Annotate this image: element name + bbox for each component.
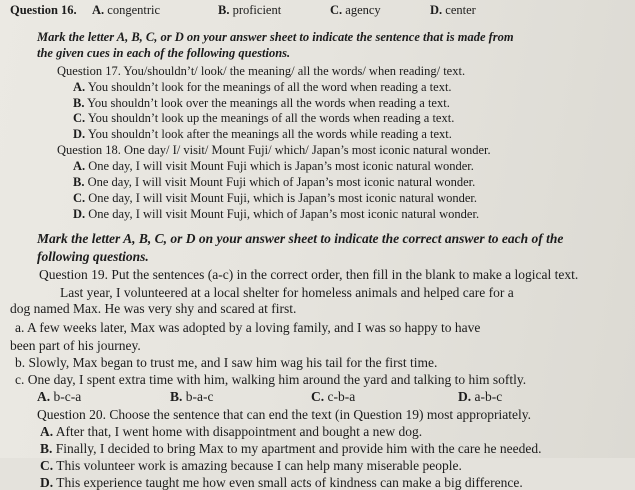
instruction-1-line-2: the given cues in each of the following questions. (37, 46, 291, 60)
instruction-2-line-2: following questions. (37, 249, 149, 264)
q19-option-a[interactable]: A. b-c-a (37, 389, 82, 404)
q16-option-c[interactable]: C. agency (330, 3, 381, 17)
q20-option-c[interactable]: C. This volunteer work is amazing because I can help many miserable people. (40, 458, 462, 473)
q19-sentence-b: b. Slowly, Max began to trust me, and I saw him wag his tail for the first time. (15, 355, 438, 370)
instruction-1-line-1: Mark the letter A, B, C, or D on your answer sheet to indicate the sentence that is made from (37, 30, 514, 44)
q19-passage-line-2: dog named Max. He was very shy and scared at first. (10, 301, 297, 316)
q16-option-a[interactable]: A. congentric (92, 3, 161, 17)
q19-stem: Question 19. Put the sentences (a-c) in the correct order, then fill in the blank to make a logical text. (39, 267, 579, 282)
q20-option-d[interactable]: D. This experience taught me how even small acts of kindness can make a big difference. (40, 475, 523, 490)
q17-stem: Question 17. You/shouldn’t/ look/ the meaning/ all the words/ when reading/ text. (57, 64, 466, 78)
q17-option-d[interactable]: D. You shouldn’t look after the meanings all the words while reading a text. (73, 127, 452, 141)
q20-option-a[interactable]: A. After that, I went home with disappointment and bought a new dog. (40, 424, 423, 439)
q18-option-a[interactable]: A. One day, I will visit Mount Fuji which is Japan’s most iconic natural wonder. (73, 159, 474, 173)
q19-option-b[interactable]: B. b-a-c (170, 389, 214, 404)
q18-option-c[interactable]: C. One day, I will visit Mount Fuji, which is Japan’s most iconic natural wonder. (73, 191, 478, 205)
q19-option-c[interactable]: C. c-b-a (311, 389, 356, 404)
q18-stem: Question 18. One day/ I/ visit/ Mount Fuji/ which/ Japan’s most iconic natural wonder. (57, 143, 491, 157)
q19-option-d[interactable]: D. a-b-c (458, 389, 503, 404)
q16-row (10, 4, 77, 17)
q20-stem: Question 20. Choose the sentence that can end the text (in Question 19) most appropriately. (37, 407, 532, 422)
q18-option-d[interactable]: D. One day, I will visit Mount Fuji, which of Japan’s most iconic natural wonder. (73, 207, 480, 221)
q19-sentence-a-line-2: been part of his journey. (10, 338, 141, 353)
q19-sentence-a-line-1: a. A few weeks later, Max was adopted by a loving family, and I was so happy to have (15, 320, 481, 335)
q17-option-c[interactable]: C. You shouldn’t look up the meanings of all the words when reading a text. (73, 111, 455, 125)
q16-option-d[interactable]: D. center (430, 3, 476, 17)
q17-option-b[interactable]: B. You shouldn’t look over the meanings all the words when reading a text. (73, 96, 450, 110)
q19-sentence-c: c. One day, I spent extra time with him, walking him around the yard and talking to him softly. (15, 372, 527, 387)
q18-option-b[interactable]: B. One day, I will visit Mount Fuji which of Japan’s most iconic natural wonder. (73, 175, 476, 189)
q16-option-b[interactable]: B. proficient (218, 3, 282, 17)
q16-label: Question 16. (10, 3, 77, 17)
q20-option-b[interactable]: B. Finally, I decided to bring Max to my apartment and provide him with the care he needed. (40, 441, 542, 456)
instruction-2-line-1: Mark the letter A, B, C, or D on your answer sheet to indicate the correct answer to each of the (37, 231, 564, 246)
q19-passage-line-1: Last year, I volunteered at a local shelter for homeless animals and helped care for a (60, 285, 514, 300)
q17-option-a[interactable]: A. You shouldn’t look for the meanings of all the word when reading a text. (73, 80, 452, 94)
